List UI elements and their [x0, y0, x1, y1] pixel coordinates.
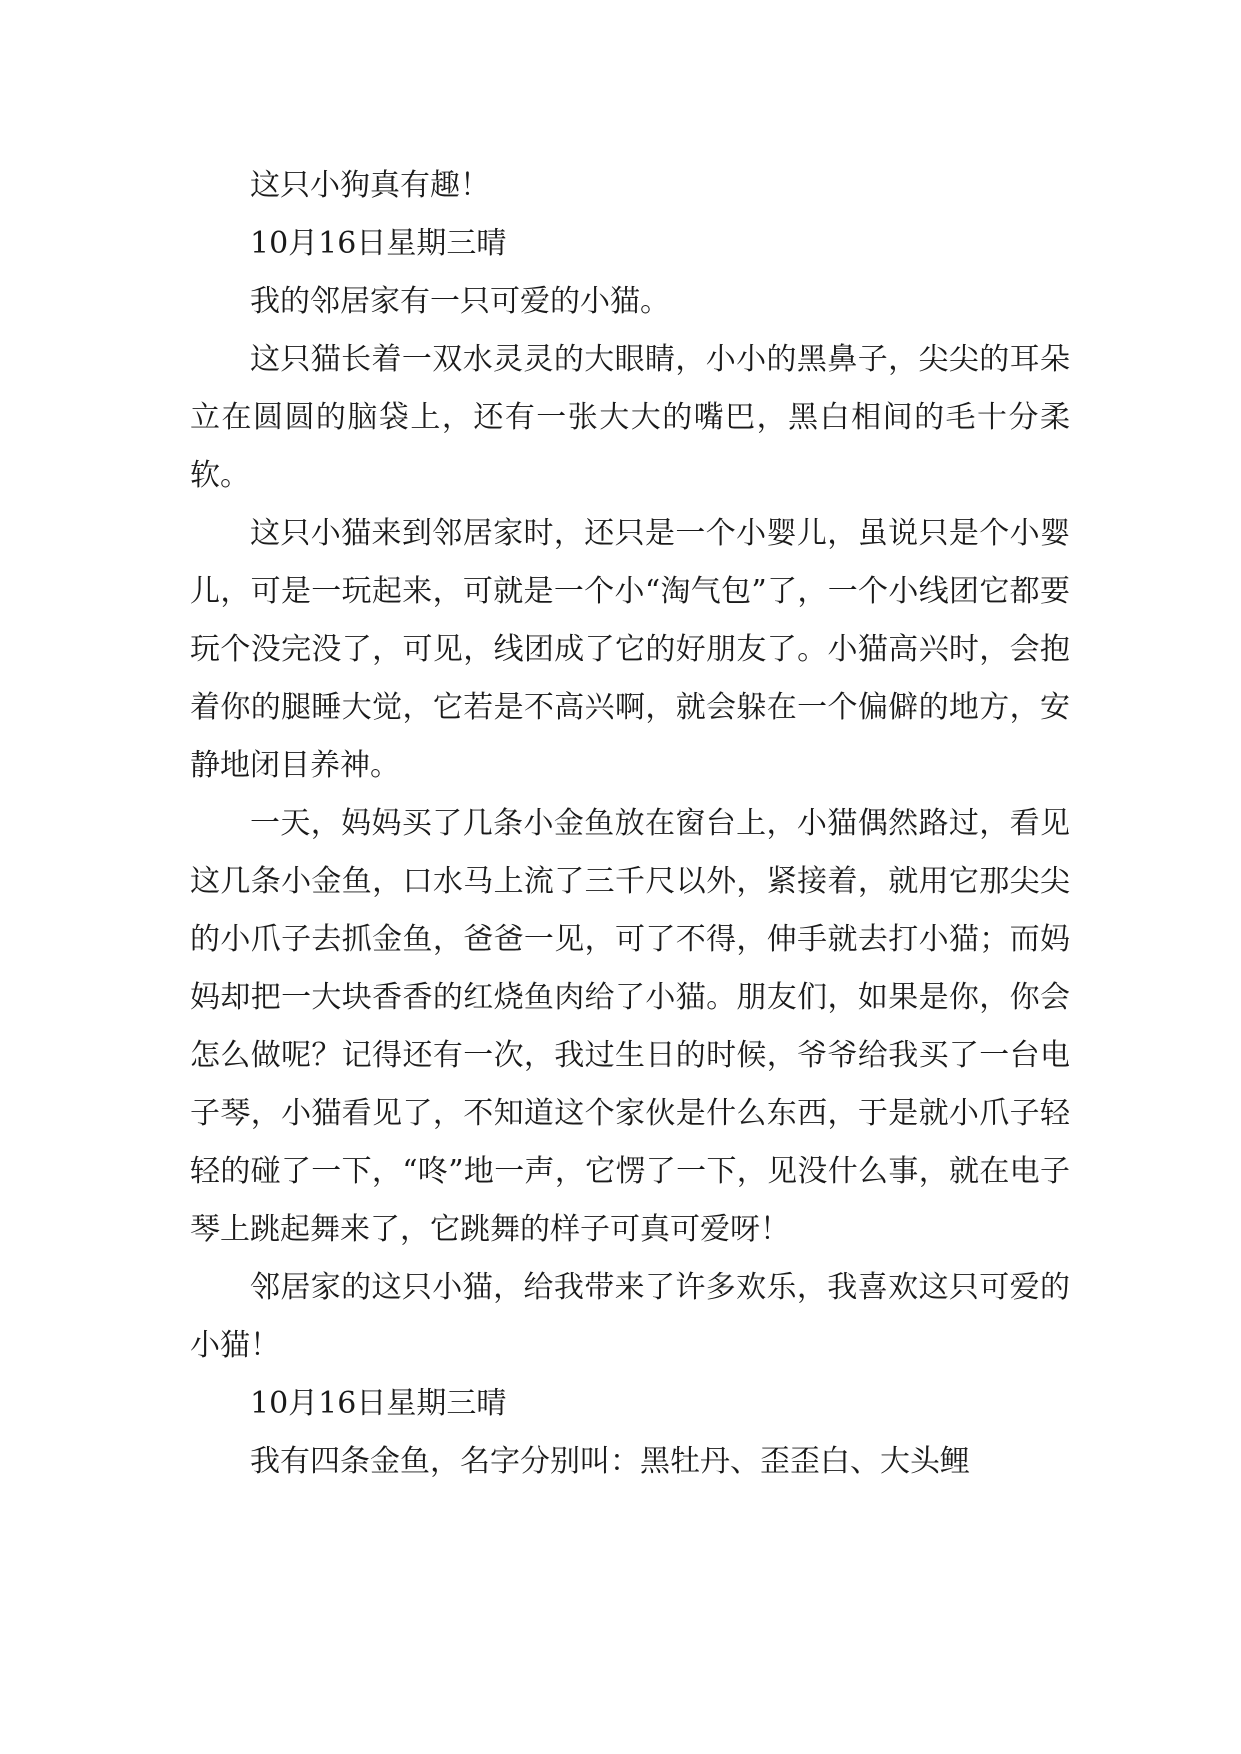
- paragraph-2: 我的邻居家有一只可爱的小猫。: [250, 284, 670, 319]
- document-body: [190, 157, 1070, 1491]
- paragraph-1: 这只小狗真有趣！: [250, 168, 490, 203]
- paragraph-3: 这只猫长着一双水灵灵的大眼睛，小小的黑鼻子，尖尖的耳朵立在圆圆的脑袋上，还有一张大大的嘴巴，黑白相间的毛十分柔软。: [190, 342, 1070, 493]
- paragraph-7: 我有四条金鱼，名字分别叫：黑牡丹、歪歪白、大头鲤: [250, 1444, 970, 1479]
- paragraph-6: 邻居家的这只小猫，给我带来了许多欢乐，我喜欢这只可爱的小猫！: [190, 1270, 1070, 1363]
- paragraph-4: 这只小猫来到邻居家时，还只是一个小婴儿，虽说只是个小婴儿，可是一玩起来，可就是一个小“淘气包”了，一个小线团它都要玩个没完没了，可见，线团成了它的好朋友了。小猫高兴时，会抱着你的腿睡大觉，它若是不高兴啊，就会躲在一个偏僻的地方，安静地闭目养神。: [190, 516, 1070, 783]
- paragraph-date-2: 10月16日星期三晴: [250, 1386, 507, 1421]
- paragraph-date-1: 10月16日星期三晴: [250, 226, 507, 261]
- paragraph-5: 一天，妈妈买了几条小金鱼放在窗台上，小猫偶然路过，看见这几条小金鱼，口水马上流了三千尺以外，紧接着，就用它那尖尖的小爪子去抓金鱼，爸爸一见，可了不得，伸手就去打小猫；而妈妈却把一大块香香的红烧鱼肉给了小猫。朋友们，如果是你，你会怎么做呢？记得还有一次，我过生日的时候，爷爷给我买了一台电子琴，小猫看见了，不知道这个家伙是什么东西，于是就小爪子轻轻的碰了一下，“咚”地一声，它愣了一下，见没什么事，就在电子琴上跳起舞来了，它跳舞的样子可真可爱呀！: [190, 806, 1070, 1247]
